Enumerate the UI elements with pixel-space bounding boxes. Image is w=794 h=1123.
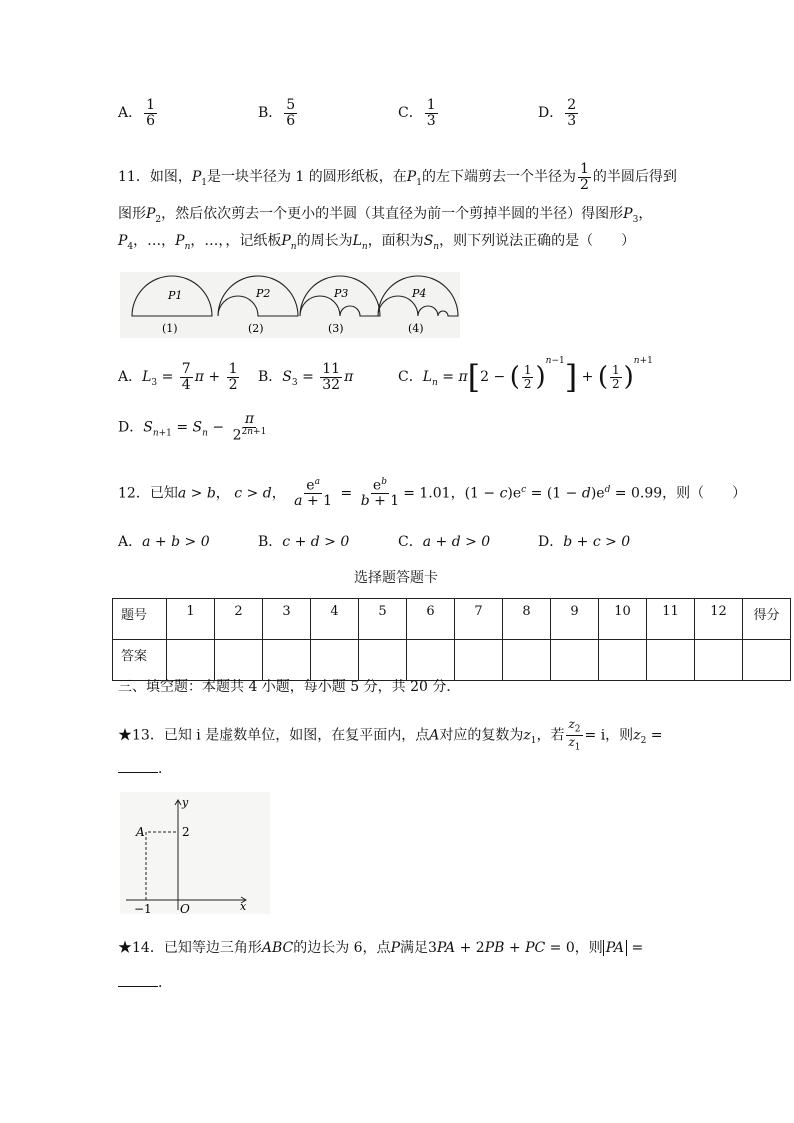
q12-option-c: C．a + d > 0 — [398, 534, 491, 550]
answer-cell[interactable] — [503, 640, 551, 681]
score-cell[interactable] — [743, 640, 791, 681]
section-3-heading: 三、填空题：本题共 4 小题，每小题 5 分，共 20 分． — [118, 679, 461, 695]
answer-cell[interactable] — [311, 640, 359, 681]
number-cell: 6 — [407, 599, 455, 640]
q13-complex-plane — [120, 792, 270, 914]
p3-label: P3 — [334, 287, 349, 300]
q14-stem: ★14．已知等边三角形ABC的边长为 6，点P满足3PA + 2PB + PC = 0，则 PA = — [118, 940, 644, 956]
row-label-answer: 答案 — [113, 640, 167, 681]
number-cell: 1 — [167, 599, 215, 640]
fig4-caption: (4) — [408, 322, 424, 335]
number-cell: 7 — [455, 599, 503, 640]
q13-stem: ★13．已知 i 是虚数单位，如图，在复平面内，点A对应的复数为$z_1$，若 $\frac{z_2}{z_1}$ = i，则$z_2$ = — [118, 717, 663, 753]
number-cell: 8 — [503, 599, 551, 640]
q12-option-b: B．c + d > 0 — [258, 534, 350, 550]
answer-cell[interactable] — [455, 640, 503, 681]
answer-cell[interactable] — [359, 640, 407, 681]
q11-line1: 11．如图，$P_1$是一块半径为 1 的圆形纸板，在$P_1$的左下端剪去一个半径为 $\frac{1}{2}$ 的半圆后得到 — [118, 161, 677, 193]
answer-cell[interactable] — [263, 640, 311, 681]
fig1-caption: (1) — [162, 322, 178, 335]
origin-label: O — [180, 902, 190, 914]
p2-label: P2 — [256, 287, 271, 300]
x-tick-neg1: −1 — [134, 902, 152, 914]
q11-option-b: B．$S_3$ = $\frac{11}{32}$ π — [258, 361, 354, 393]
q12-stem: 12．已知a > b， c > d， $\frac{e^a}{a + 1}$ = $\frac{e^b}{b + 1}$ = 1.01，$(1 - c)e^c = (1 - d)e^d = 0.99$，则（ ） — [118, 477, 747, 510]
fig3-caption: (3) — [328, 322, 344, 335]
q13-answer-blank[interactable]: ． — [118, 758, 172, 778]
number-cell: 11 — [647, 599, 695, 640]
q11-line3: $P_4$，…，$P_n$，…，，记纸板$P_n$的周长为$L_n$，面积为$S_n$，则下列说法正确的是（ ） — [118, 233, 636, 252]
y-axis-label: y — [182, 796, 189, 809]
answer-card-table — [112, 598, 791, 681]
answer-cell[interactable] — [695, 640, 743, 681]
score-label-cell: 得分 — [743, 599, 791, 640]
p1-label: P1 — [168, 289, 183, 302]
q12-option-d: D．b + c > 0 — [538, 534, 631, 550]
row-label-number: 题号 — [113, 599, 167, 640]
q11-option-c: C．$L_n = \pi[2$ − ( $\frac{1}{2}$ )$^{n-1}$] + ( $\frac{1}{2}$ )$^{n+1}$ — [398, 356, 653, 396]
number-cell: 10 — [599, 599, 647, 640]
answer-card-title: 选择题答题卡 — [354, 570, 438, 586]
number-cell: 2 — [215, 599, 263, 640]
q11-option-a: A．$L_3$ = $\frac{7}{4}$ π + $\frac{1}{2}$ — [118, 361, 238, 393]
number-cell: 9 — [551, 599, 599, 640]
x-axis-label: x — [240, 900, 247, 913]
q10-option-d: D． $\frac{2}{3}$ — [538, 97, 577, 129]
answer-cell[interactable] — [167, 640, 215, 681]
p4-label: P4 — [412, 287, 427, 300]
q12-option-a: A．a + b > 0 — [118, 534, 210, 550]
number-cell: 4 — [311, 599, 359, 640]
point-a-label: A — [136, 825, 145, 839]
number-cell: 5 — [359, 599, 407, 640]
q14-answer-blank[interactable]: ． — [118, 972, 172, 992]
answer-cell[interactable] — [551, 640, 599, 681]
q10-option-b: B． $\frac{5}{6}$ — [258, 97, 296, 129]
y-tick-2: 2 — [182, 825, 190, 839]
answer-cell[interactable] — [407, 640, 455, 681]
answer-card-answer-row — [113, 640, 791, 681]
q11-line2: 图形$P_2$，然后依次剪去一个更小的半圆（其直径为前一个剪掉半圆的半径）得图形$P_3$， — [118, 206, 653, 225]
number-cell: 12 — [695, 599, 743, 640]
q10-option-a: A． $\frac{1}{6}$ — [118, 97, 156, 129]
q11-semicircle-figure — [120, 272, 460, 338]
answer-cell[interactable] — [599, 640, 647, 681]
q11-option-d: D．$S_{n+1} = S_n$ − $\frac{\pi}{2^{2n+1}}$ — [118, 411, 267, 444]
answer-card-number-row — [113, 599, 791, 640]
answer-cell[interactable] — [647, 640, 695, 681]
number-cell: 3 — [263, 599, 311, 640]
answer-cell[interactable] — [215, 640, 263, 681]
fig2-caption: (2) — [248, 322, 264, 335]
q10-option-c: C． $\frac{1}{3}$ — [398, 97, 436, 129]
